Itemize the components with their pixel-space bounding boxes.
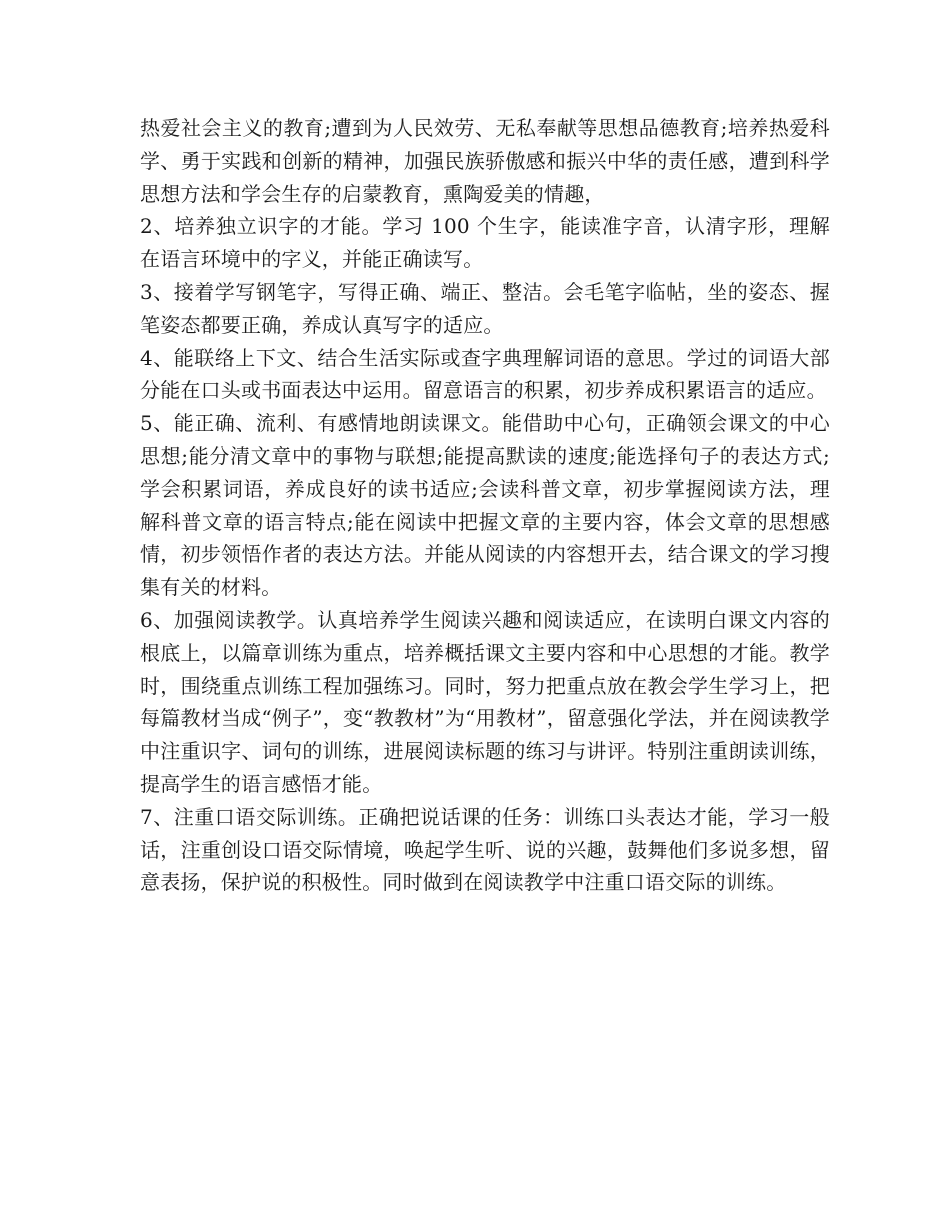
paragraph-item-3: 3、接着学写钢笔字，写得正确、端正、整洁。会毛笔字临帖，坐的姿态、握笔姿态都要正确，养成认真写字的适应。 <box>140 279 830 337</box>
document-body <box>140 112 830 899</box>
paragraph-item-6: 6、加强阅读教学。认真培养学生阅读兴趣和阅读适应，在读明白课文内容的根底上，以篇章训练为重点，培养概括课文主要内容和中心思想的才能。教学时，围绕重点训练工程加强练习。同时，努力把重点放在教会学生学习上，把每篇教材当成“例子”，变“教教材”为“用教材”，留意强化学法，并在阅读教学中注重识字、词句的训练，进展阅读标题的练习与讲评。特别注重朗读训练，提高学生的语言感悟才能。 <box>140 607 830 796</box>
paragraph-moral-education: 热爱社会主义的教育;遭到为人民效劳、无私奉献等思想品德教育;培养热爱科学、勇于实践和创新的精神，加强民族骄傲感和振兴中华的责任感，遭到科学思想方法和学会生存的启蒙教育，熏陶爱美的情趣， <box>140 116 830 206</box>
paragraph-item-7: 7、注重口语交际训练。正确把说话课的任务：训练口头表达才能，学习一般话，注重创设口语交际情境，唤起学生听、说的兴趣，鼓舞他们多说多想，留意表扬，保护说的积极性。同时做到在阅读教学中注重口语交际的训练。 <box>140 804 830 895</box>
paragraph-item-4: 4、能联络上下文、结合生活实际或查字典理解词语的意思。学过的词语大部分能在口头或书面表达中运用。留意语言的积累，初步养成积累语言的适应。 <box>140 345 830 403</box>
paragraph-item-2: 2、培养独立识字的才能。学习 100 个生字，能读准字音，认清字形，理解在语言环境中的字义，并能正确读写。 <box>140 214 830 272</box>
paragraph-item-5: 5、能正确、流利、有感情地朗读课文。能借助中心句，正确领会课文的中心思想;能分清文章中的事物与联想;能提高默读的速度;能选择句子的表达方式;学会积累词语，养成良好的读书适应;会读科普文章，初步掌握阅读方法，理解科普文章的语言特点;能在阅读中把握文章的主要内容，体会文章的思想感情，初步领悟作者的表达方法。并能从阅读的内容想开去，结合课文的学习搜集有关的材料。 <box>140 411 830 600</box>
